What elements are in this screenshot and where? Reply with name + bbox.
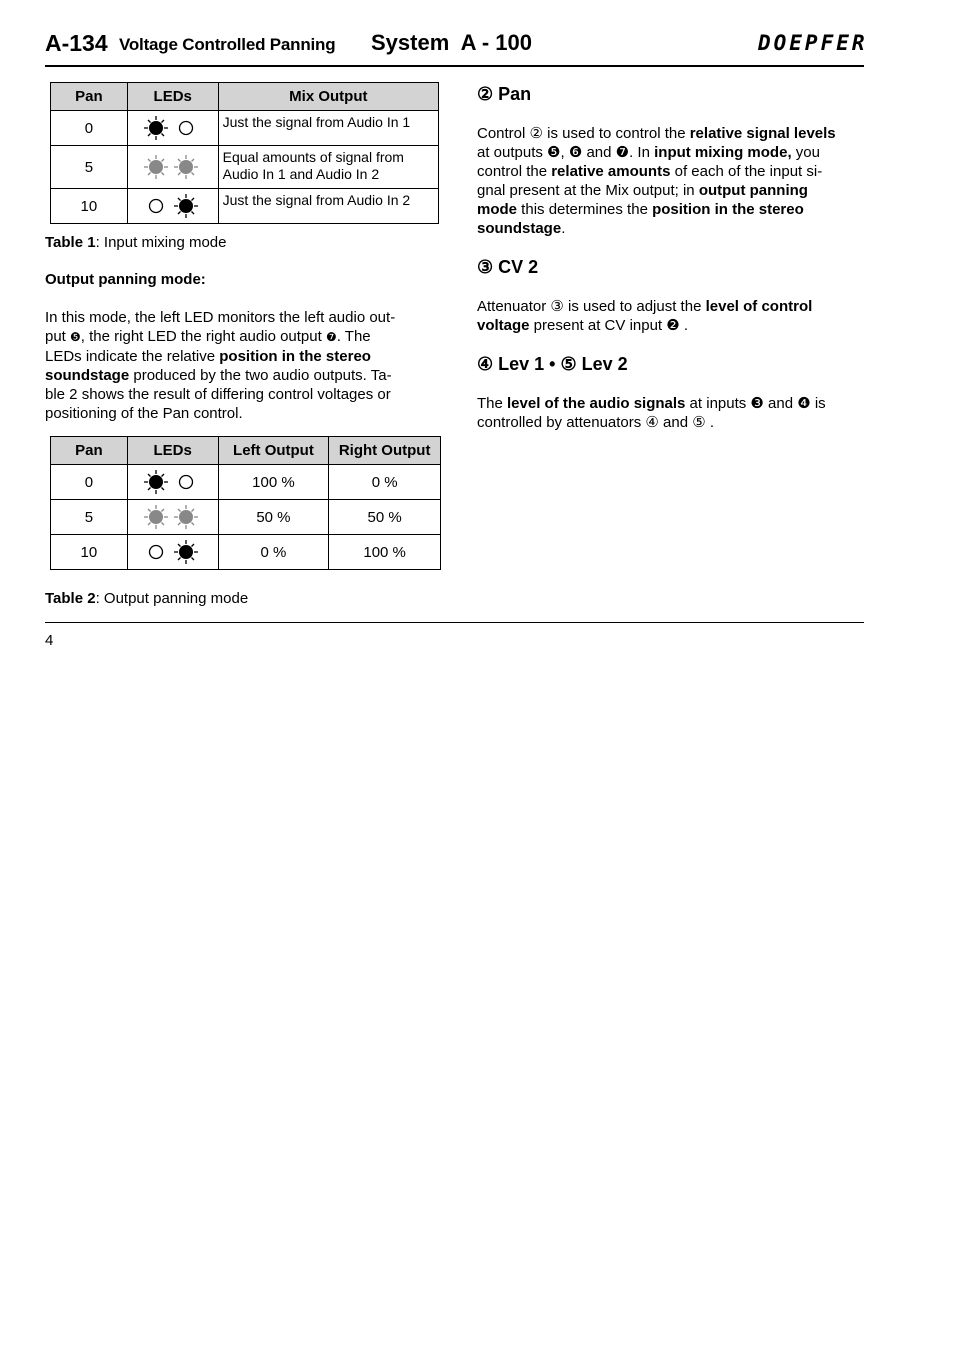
- left-output-cell: 100 %: [218, 465, 329, 500]
- table-row: [51, 111, 439, 146]
- pan-cell: 5: [51, 500, 128, 535]
- pan-cell: 5: [51, 146, 128, 189]
- cv2-paragraph: Attenuator ③ is used to adjust the level of control voltage present at CV input ❷ .: [477, 298, 813, 334]
- mix-output-cell: Equal amounts of signal from Audio In 1 and Audio In 2: [218, 146, 438, 189]
- table-row: [51, 146, 439, 189]
- leds-cell: [127, 189, 218, 224]
- right-output-cell: 50 %: [329, 500, 441, 535]
- column-header: Right Output: [329, 437, 441, 465]
- module-subtitle: Voltage Controlled Panning: [119, 35, 336, 54]
- right-output-cell: 0 %: [329, 465, 441, 500]
- leds-cell: [127, 146, 218, 189]
- pan-cell: 10: [51, 189, 128, 224]
- header-rule: [45, 65, 864, 67]
- output-panning-paragraph: In this mode, the left LED monitors the left audio out- put ❺, the right LED the right audio output ❼. The LEDs indicate the relative position in the stereo soundstage produced by the two audio outputs. Ta- ble 2 shows the result of differing control voltages or positioning of the Pan control.: [45, 309, 396, 422]
- pan-heading: ② Pan: [477, 84, 532, 104]
- table-row: [51, 465, 441, 500]
- column-header: LEDs: [127, 437, 218, 465]
- led-right-on-icon: [143, 538, 203, 566]
- leds-cell: [127, 535, 218, 570]
- table-input-mixing: [50, 82, 439, 224]
- pan-cell: 0: [51, 111, 128, 146]
- system-title: System A - 100: [371, 30, 533, 55]
- led-left-on-icon: [143, 468, 203, 496]
- led-both-half-icon: [143, 503, 203, 531]
- cv2-heading: ③ CV 2: [477, 257, 539, 277]
- leds-cell: [127, 500, 218, 535]
- table1-caption: Table 1: Input mixing mode: [45, 234, 227, 251]
- column-header: Left Output: [218, 437, 329, 465]
- pan-paragraph: Control ② is used to control the relative signal levels at outputs ❺, ❻ and ❼. In input mixing mode, you control the relative amounts of each of the input si- gnal present at the Mix output; in output panning mode this determines the position in the stereo soundstage.: [477, 125, 836, 237]
- led-right-on-icon: [143, 192, 203, 220]
- column-header: LEDs: [127, 83, 218, 111]
- column-header: Mix Output: [218, 83, 438, 111]
- led-both-half-icon: [143, 153, 203, 181]
- page-number: 4: [45, 632, 54, 649]
- brand-logo: DOEPFER: [758, 31, 868, 55]
- output-panning-heading: Output panning mode:: [45, 271, 206, 288]
- left-output-cell: 0 %: [218, 535, 329, 570]
- pan-cell: 10: [51, 535, 128, 570]
- mix-output-cell: Just the signal from Audio In 1: [218, 111, 438, 146]
- table-row: [51, 535, 441, 570]
- footer-rule: [45, 622, 864, 623]
- right-output-cell: 100 %: [329, 535, 441, 570]
- leds-cell: [127, 465, 218, 500]
- table-row: [51, 500, 441, 535]
- mix-output-cell: Just the signal from Audio In 2: [218, 189, 438, 224]
- table-row: [51, 189, 439, 224]
- pan-cell: 0: [51, 465, 128, 500]
- lev-heading: ④ Lev 1 • ⑤ Lev 2: [477, 354, 628, 374]
- column-header: Pan: [51, 83, 128, 111]
- lev-paragraph: The level of the audio signals at inputs ❸ and ❹ is controlled by attenuators ④ and ⑤ .: [477, 395, 826, 431]
- table2-caption: Table 2: Output panning mode: [45, 590, 249, 607]
- module-model: A-134: [45, 30, 108, 56]
- led-left-on-icon: [143, 114, 203, 142]
- table-output-panning: [50, 436, 441, 570]
- left-output-cell: 50 %: [218, 500, 329, 535]
- leds-cell: [127, 111, 218, 146]
- column-header: Pan: [51, 437, 128, 465]
